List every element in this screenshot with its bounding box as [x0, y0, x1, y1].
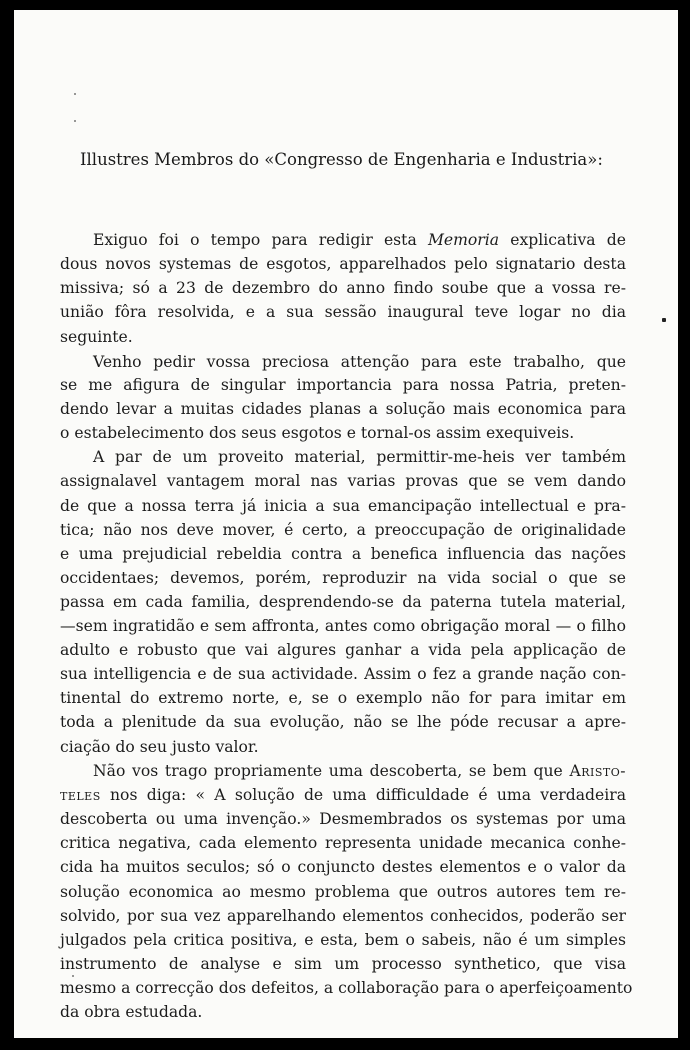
text-line: solvido, por sua vez apparelhando elementos conhecidos, poderão ser: [60, 907, 626, 925]
text-line: de que a nossa terra já inicia a sua emancipação intellectual e pra-: [60, 497, 626, 515]
text-line: toda a plenitude da sua evolução, não se lhe póde recusar a apre-: [60, 713, 626, 731]
text-line: missiva; só a 23 de dezembro do anno findo soube que a vossa re-: [60, 279, 626, 297]
text-line: Venho pedir vossa preciosa attenção para este trabalho, que: [93, 353, 626, 371]
scan-speck: [74, 93, 76, 95]
text-line: [93, 764, 626, 780]
text-line: —sem ingratidão e sem affronta, antes como obrigação moral — o filho: [60, 617, 626, 635]
text-line: cida ha muitos seculos; só o conjuncto destes elementos e o valor da: [60, 858, 626, 876]
text-span: Exiguo foi o tempo para redigir esta: [93, 231, 428, 249]
text-line: mesmo a correcção dos defeitos, a collaboração para o aperfeiçoamento: [60, 979, 633, 997]
text-line: da obra estudada.: [60, 1003, 203, 1021]
text-line: descoberta ou uma invenção.» Desmembrados os systemas por uma: [60, 810, 626, 828]
text-line: passa em cada familia, desprendendo-se da paterna tutela material,: [60, 593, 626, 611]
text-line: tica; não nos deve mover, é certo, a preoccupação de originalidade: [60, 521, 626, 539]
scan-speck: [662, 318, 666, 322]
text-line: sua intelligencia e de sua actividade. Assim o fez a grande nação con-: [60, 665, 626, 683]
italic-text: Memoria: [427, 231, 500, 249]
text-line: adulto e robusto que vai algures ganhar a vida pela applicação de: [60, 641, 626, 659]
text-line: occidentaes; devemos, porém, reproduzir na vida social o que se: [60, 569, 626, 587]
document-title: Illustres Membros do «Congresso de Engenharia e Industria»:: [80, 150, 603, 169]
text-line: A par de um proveito material, permittir-me-heis ver também: [93, 448, 626, 466]
text-line: e uma prejudicial rebeldia contra a benefica influencia das nações: [60, 545, 626, 563]
scan-speck: [74, 120, 76, 122]
text-line: instrumento de analyse e sim um processo synthetico, que visa: [60, 955, 626, 973]
text-line: ciação do seu justo valor.: [60, 738, 259, 756]
scan-speck: [72, 975, 74, 977]
text-line: se me afigura de singular importancia para nossa Patria, preten-: [60, 376, 626, 394]
text-line: julgados pela critica positiva, e esta, bem o sabeis, não é um simples: [60, 931, 626, 949]
text-line: dous novos systemas de esgotos, apparelhados pelo signatario desta: [60, 255, 626, 273]
text-line: seguinte.: [60, 328, 133, 346]
text-line: união fôra resolvida, e a sua sessão inaugural teve logar no dia: [60, 303, 626, 321]
small-caps-text: teles: [60, 786, 101, 804]
text-line: dendo levar a muitas cidades planas a solução mais economica para: [60, 400, 626, 418]
text-line: [93, 233, 626, 249]
text-line: solução economica ao mesmo problema que outros autores tem re-: [60, 883, 626, 901]
text-line: [60, 788, 626, 804]
text-line: o estabelecimento dos seus esgotos e tornal-os assim exequiveis.: [60, 424, 575, 442]
text-line: assignalavel vantagem moral nas varias provas que se vem dando: [60, 472, 626, 490]
text-span: Não vos trago propriamente uma descoberta, se bem que: [93, 762, 570, 780]
text-span: nos diga: « A solução de uma difficuldade é uma verdadeira: [100, 786, 626, 804]
text-line: critica negativa, cada elemento representa unidade mecanica conhe-: [60, 834, 626, 852]
text-span: explicativa de: [499, 231, 626, 249]
text-line: tinental do extremo norte, e, se o exemplo não for para imitar em: [60, 689, 626, 707]
small-caps-text: Aristo-: [569, 762, 626, 780]
